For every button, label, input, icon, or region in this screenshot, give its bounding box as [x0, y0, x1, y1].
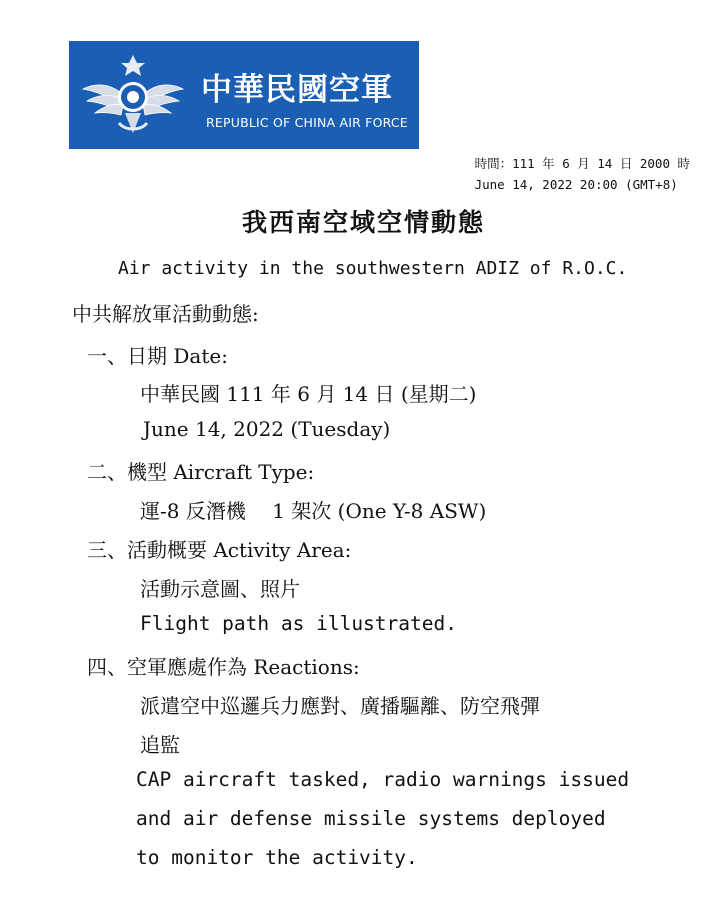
- intro-label: 中共解放軍活動動態:: [72, 302, 259, 326]
- section-activity-heading: 三、活動概要 Activity Area:: [87, 538, 352, 562]
- section-activity-line-en: Flight path as illustrated.: [140, 612, 457, 635]
- section-reactions-line-en-1: CAP aircraft tasked, radio warnings issued: [136, 768, 630, 791]
- section-date-heading: 一、日期 Date:: [87, 344, 228, 368]
- section-reactions-line-en-3: to monitor the activity.: [136, 846, 418, 869]
- air-force-emblem-icon: [81, 53, 185, 139]
- page-title: 我西南空域空情動態: [241, 208, 485, 237]
- section-aircraft-line: 運-8 反潛機 1 架次 (One Y-8 ASW): [140, 499, 487, 523]
- timestamp-cn: 時間：111 年 6 月 14 日 2000 時: [474, 156, 690, 171]
- banner-title-cn: 中華民國空軍: [201, 72, 393, 108]
- timestamp-en: June 14, 2022 20:00 (GMT+8): [474, 177, 678, 192]
- section-date-line-cn: 中華民國 111 年 6 月 14 日 (星期二): [140, 382, 477, 406]
- section-reactions-line-cn-2: 追監: [140, 733, 180, 757]
- banner-title-en: REPUBLIC OF CHINA AIR FORCE: [206, 115, 408, 130]
- section-activity-line-cn: 活動示意圖、照片: [140, 577, 300, 601]
- section-reactions-heading: 四、空軍應處作為 Reactions:: [87, 655, 360, 679]
- page-subtitle: Air activity in the southwestern ADIZ of R.O.C.: [118, 258, 628, 279]
- air-force-banner: [69, 41, 419, 149]
- section-date-line-en: June 14, 2022 (Tuesday): [143, 417, 391, 441]
- section-reactions-line-en-2: and air defense missile systems deployed: [136, 807, 606, 830]
- section-reactions-line-cn-1: 派遣空中巡邏兵力應對、廣播驅離、防空飛彈: [140, 694, 540, 718]
- section-aircraft-heading: 二、機型 Aircraft Type:: [87, 460, 315, 484]
- timestamp-block: [475, 153, 690, 195]
